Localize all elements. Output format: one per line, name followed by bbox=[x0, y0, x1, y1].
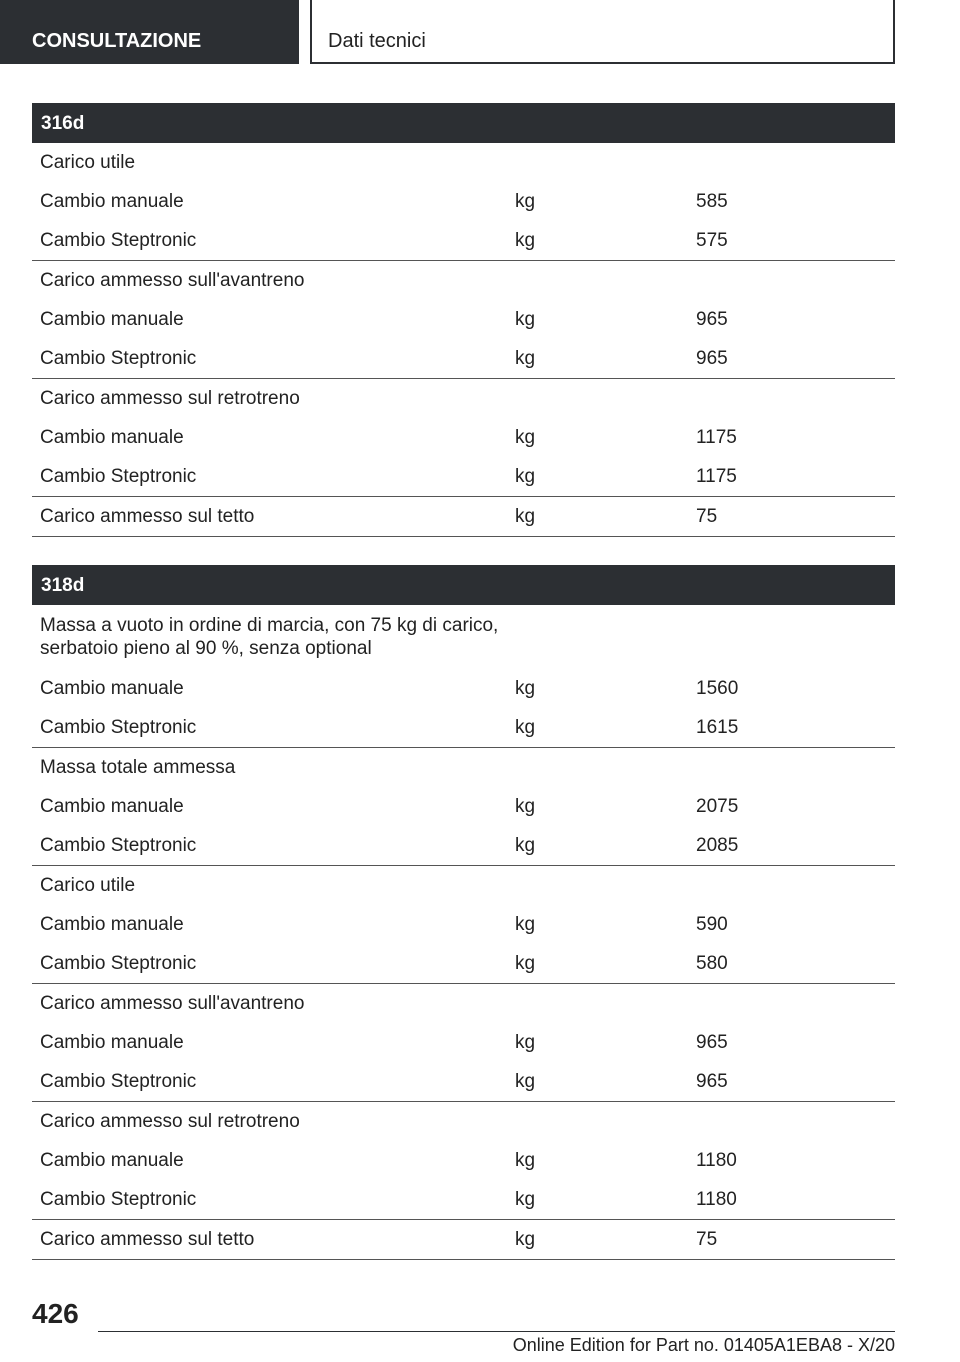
unit-cell: kg bbox=[515, 505, 536, 527]
table-row bbox=[32, 1180, 895, 1219]
spec-group bbox=[32, 605, 895, 748]
table-row bbox=[32, 339, 895, 378]
unit-cell: kg bbox=[515, 834, 536, 856]
value-cell: 1615 bbox=[696, 716, 739, 738]
group-label: Carico ammesso sul retrotreno bbox=[40, 387, 300, 409]
page-number: 426 bbox=[32, 1298, 79, 1329]
row-label: Cambio Steptronic bbox=[40, 229, 197, 251]
spec-group bbox=[32, 379, 895, 497]
row-label: Cambio Steptronic bbox=[40, 465, 197, 487]
value-cell: 1180 bbox=[696, 1149, 737, 1171]
spec-group bbox=[32, 1220, 895, 1260]
unit-cell: kg bbox=[515, 1031, 536, 1053]
table-row bbox=[32, 826, 895, 865]
spec-group bbox=[32, 1102, 895, 1220]
row-label: Cambio manuale bbox=[40, 795, 184, 817]
row-label: Cambio manuale bbox=[40, 308, 184, 330]
group-label: Carico utile bbox=[40, 874, 136, 896]
spec-group bbox=[32, 497, 895, 537]
table-row bbox=[32, 1102, 895, 1141]
row-label: Cambio Steptronic bbox=[40, 716, 197, 738]
row-label: Cambio manuale bbox=[40, 1149, 184, 1171]
row-label: Cambio Steptronic bbox=[40, 1188, 197, 1210]
group-label: Massa a vuoto in ordine di marcia, con 75 kg di carico, serbatoio pieno al 90 %, senza optional bbox=[40, 615, 499, 659]
page-title: Dati tecnici bbox=[310, 0, 895, 64]
footer-divider bbox=[98, 1331, 895, 1332]
value-cell: 75 bbox=[696, 1228, 718, 1250]
unit-cell: kg bbox=[515, 190, 536, 212]
unit-cell: kg bbox=[515, 677, 536, 699]
unit-cell: kg bbox=[515, 1228, 536, 1250]
spec-table-318d bbox=[32, 565, 895, 1260]
table-row bbox=[32, 748, 895, 787]
unit-cell: kg bbox=[515, 347, 536, 369]
value-cell: 965 bbox=[696, 1070, 728, 1092]
footer-edition: Online Edition for Part no. 01405A1EBA8 - X/20 bbox=[512, 1335, 895, 1355]
value-cell: 580 bbox=[696, 952, 728, 974]
table-row bbox=[32, 418, 895, 457]
row-label: Cambio manuale bbox=[40, 1031, 184, 1053]
value-cell: 965 bbox=[696, 308, 728, 330]
table-row bbox=[32, 669, 895, 708]
table-row bbox=[32, 1023, 895, 1062]
value-cell: 2085 bbox=[696, 834, 739, 856]
unit-cell: kg bbox=[515, 308, 536, 330]
group-label: Carico ammesso sul retrotreno bbox=[40, 1110, 300, 1132]
unit-cell: kg bbox=[515, 1070, 536, 1092]
table-row bbox=[32, 866, 895, 905]
table-row bbox=[32, 1220, 895, 1259]
value-cell: 585 bbox=[696, 190, 728, 212]
value-cell: 965 bbox=[696, 347, 728, 369]
spec-table-316d bbox=[32, 103, 895, 537]
group-label: Carico utile bbox=[40, 151, 136, 173]
table-row bbox=[32, 787, 895, 826]
table-row bbox=[32, 457, 895, 496]
value-cell: 1175 bbox=[696, 465, 737, 487]
value-cell: 965 bbox=[696, 1031, 728, 1053]
group-label: Carico ammesso sul tetto bbox=[40, 505, 255, 527]
row-label: Cambio manuale bbox=[40, 426, 184, 448]
row-label: Cambio Steptronic bbox=[40, 1070, 197, 1092]
spec-group bbox=[32, 984, 895, 1102]
table-row bbox=[32, 944, 895, 983]
table-row bbox=[32, 379, 895, 418]
table-row bbox=[32, 1141, 895, 1180]
table-row bbox=[32, 221, 895, 260]
table-row bbox=[32, 300, 895, 339]
value-cell: 1175 bbox=[696, 426, 737, 448]
table-row bbox=[32, 497, 895, 536]
value-cell: 1560 bbox=[696, 677, 739, 699]
table-row bbox=[32, 984, 895, 1023]
unit-cell: kg bbox=[515, 913, 536, 935]
unit-cell: kg bbox=[515, 229, 536, 251]
unit-cell: kg bbox=[515, 716, 536, 738]
value-cell: 2075 bbox=[696, 795, 739, 817]
row-label: Cambio manuale bbox=[40, 677, 184, 699]
spec-group bbox=[32, 261, 895, 379]
table-row bbox=[32, 605, 895, 669]
value-cell: 590 bbox=[696, 913, 728, 935]
row-label: Cambio Steptronic bbox=[40, 952, 197, 974]
unit-cell: kg bbox=[515, 1188, 536, 1210]
table-model-header: 318d bbox=[32, 565, 895, 605]
unit-cell: kg bbox=[515, 1149, 536, 1171]
row-label: Cambio manuale bbox=[40, 913, 184, 935]
value-cell: 75 bbox=[696, 505, 718, 527]
unit-cell: kg bbox=[515, 426, 536, 448]
group-label: Carico ammesso sull'avantreno bbox=[40, 269, 305, 291]
value-cell: 575 bbox=[696, 229, 728, 251]
group-label: Massa totale ammessa bbox=[40, 756, 236, 778]
group-label: Carico ammesso sull'avantreno bbox=[40, 992, 305, 1014]
unit-cell: kg bbox=[515, 952, 536, 974]
table-model-header: 316d bbox=[32, 103, 895, 143]
unit-cell: kg bbox=[515, 795, 536, 817]
spec-group bbox=[32, 748, 895, 866]
table-row bbox=[32, 143, 895, 182]
table-row bbox=[32, 182, 895, 221]
table-row bbox=[32, 708, 895, 747]
section-tab: CONSULTAZIONE bbox=[0, 0, 299, 64]
spec-group bbox=[32, 866, 895, 984]
row-label: Cambio manuale bbox=[40, 190, 184, 212]
row-label: Cambio Steptronic bbox=[40, 347, 197, 369]
unit-cell: kg bbox=[515, 465, 536, 487]
table-row bbox=[32, 1062, 895, 1101]
value-cell: 1180 bbox=[696, 1188, 737, 1210]
spec-group bbox=[32, 143, 895, 261]
row-label: Cambio Steptronic bbox=[40, 834, 197, 856]
table-row bbox=[32, 905, 895, 944]
table-row bbox=[32, 261, 895, 300]
group-label: Carico ammesso sul tetto bbox=[40, 1228, 255, 1250]
